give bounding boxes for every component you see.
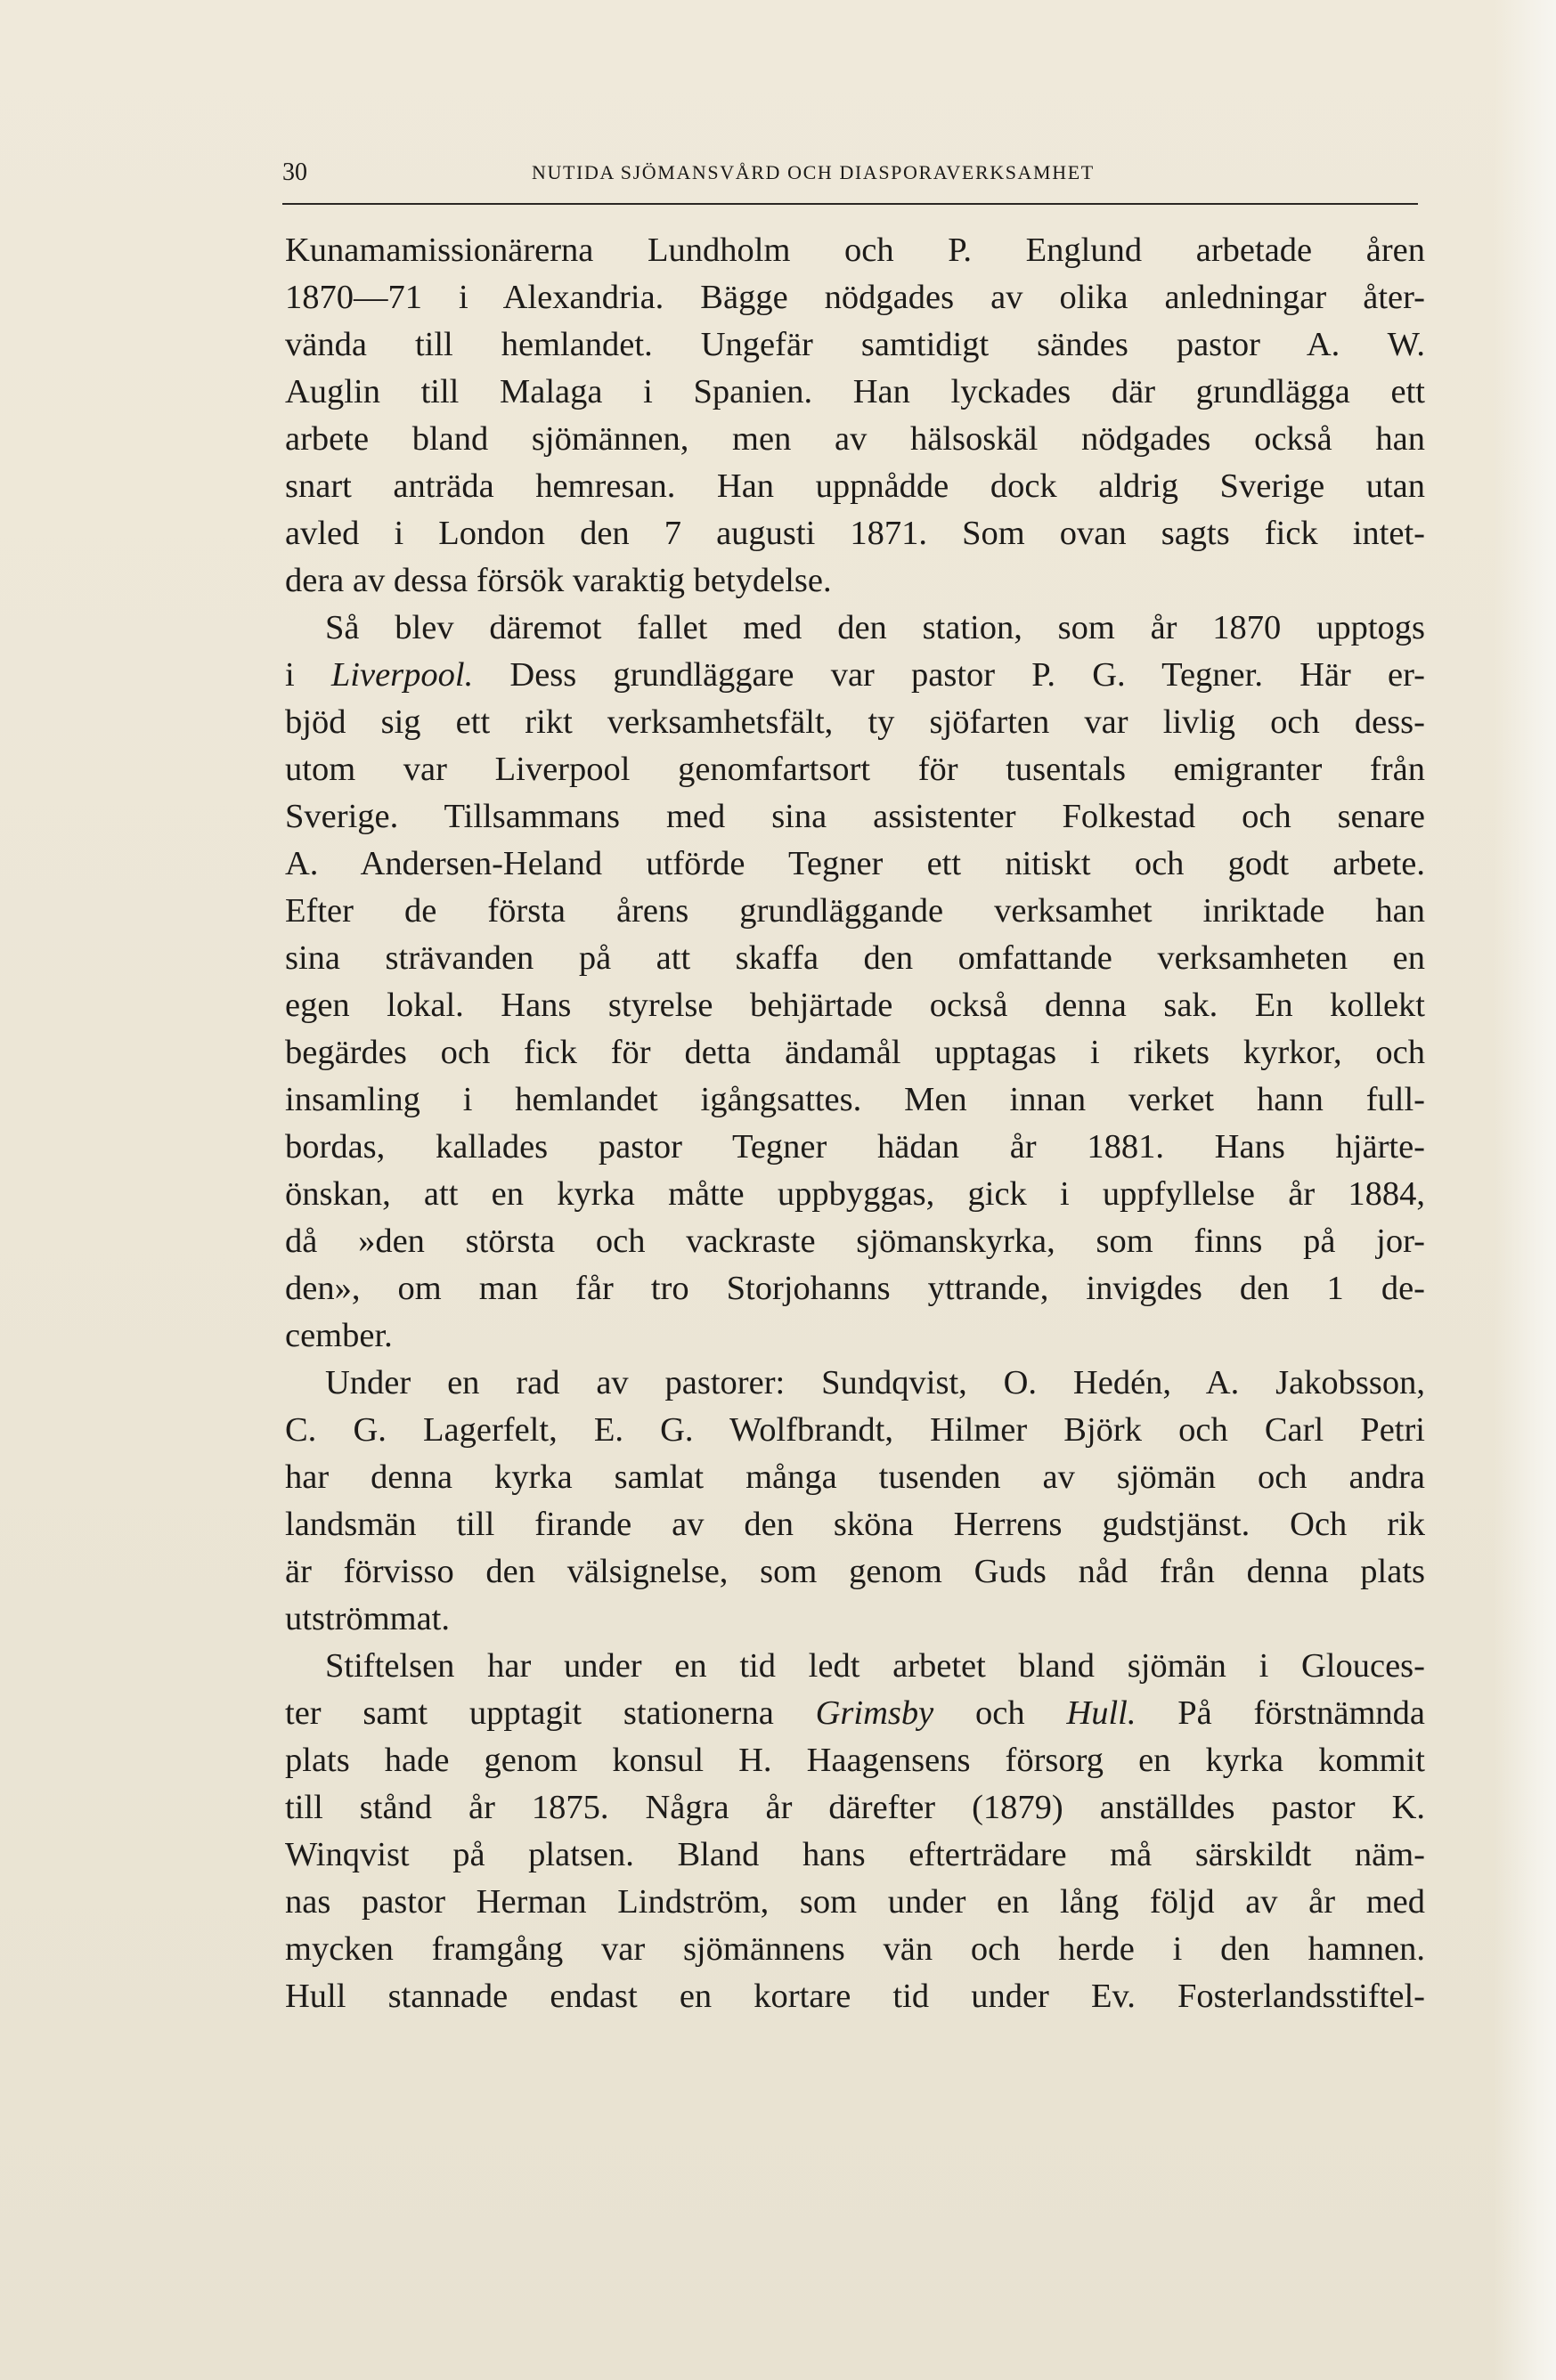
text-line: har denna kyrka samlat många tusenden av sjömän och andra	[285, 1458, 1425, 1496]
text-line: mycken framgång var sjömännens vän och herde i den hamnen.	[285, 1930, 1425, 1968]
text-line: den», om man får tro Storjohanns yttrande, invigdes den 1 de-	[285, 1270, 1425, 1307]
text-line: utom var Liverpool genomfartsort för tusentals emigranter från	[285, 751, 1425, 788]
text-line: Under en rad av pastorer: Sundqvist, O. Hedén, A. Jakobsson,	[325, 1364, 1425, 1401]
paragraph	[285, 1360, 1425, 1643]
text-line: bordas, kallades pastor Tegner hädan år 1881. Hans hjärte-	[285, 1128, 1425, 1166]
text-line: landsmän till firande av den sköna Herrens gudstjänst. Och rik	[285, 1506, 1425, 1543]
text-line: A. Andersen-Heland utförde Tegner ett nitiskt och godt arbete.	[285, 845, 1425, 882]
text-segment: och	[933, 1694, 1067, 1732]
text-line: egen lokal. Hans styrelse behjärtade också denna sak. En kollekt	[285, 987, 1425, 1024]
italic-place-name: Hull.	[1066, 1694, 1136, 1732]
text-line: önskan, att en kyrka måtte uppbyggas, gick i uppfyllelse år 1884,	[285, 1175, 1425, 1213]
italic-place-name: Liverpool.	[330, 656, 474, 694]
paragraph	[285, 227, 1425, 605]
text-line: bjöd sig ett rikt verksamhetsfält, ty sjöfarten var livlig och dess-	[285, 703, 1425, 741]
text-line: nas pastor Herman Lindström, som under en lång följd av år med	[285, 1883, 1425, 1921]
text-line: Auglin till Malaga i Spanien. Han lyckades där grundlägga ett	[285, 373, 1425, 410]
text-line: begärdes och fick för detta ändamål upptagas i rikets kyrkor, och	[285, 1034, 1425, 1071]
text-line: snart anträda hemresan. Han uppnådde dock aldrig Sverige utan	[285, 467, 1425, 505]
text-line: Winqvist på platsen. Bland hans efterträdare må särskildt näm-	[285, 1836, 1425, 1873]
text-segment: i	[285, 656, 331, 694]
text-line: Kunamamissionärerna Lundholm och P. Englund arbetade åren	[285, 232, 1425, 269]
text-line: vända till hemlandet. Ungefär samtidigt sändes pastor A. W.	[285, 326, 1425, 363]
text-segment: ter samt upptagit stationerna	[285, 1694, 816, 1732]
text-line: Hull stannade endast en kortare tid under Ev. Fosterlandsstiftel-	[285, 1978, 1425, 2015]
paragraph	[285, 1643, 1425, 2020]
text-line	[285, 1690, 1425, 1737]
text-line: Efter de första årens grundläggande verksamhet inriktade han	[285, 892, 1425, 930]
text-line: Stiftelsen har under en tid ledt arbetet bland sjömän i Glouces-	[325, 1647, 1425, 1685]
text-line: plats hade genom konsul H. Haagensens försorg en kyrka kommit	[285, 1742, 1425, 1779]
text-line: cember.	[285, 1317, 393, 1354]
running-head: NUTIDA SJÖMANSVÅRD OCH DIASPORAVERKSAMHET	[532, 161, 1095, 183]
text-segment: Dess grundläggare var pastor P. G. Tegner. Här er-	[473, 656, 1425, 694]
text-line: dera av dessa försök varaktig betydelse.	[285, 562, 832, 599]
text-line: C. G. Lagerfelt, E. G. Wolfbrandt, Hilmer Björk och Carl Petri	[285, 1411, 1425, 1449]
text-line: då »den största och vackraste sjömanskyrka, som finns på jor-	[285, 1222, 1425, 1260]
paragraph	[285, 605, 1425, 1360]
text-line: insamling i hemlandet igångsattes. Men innan verket hann full-	[285, 1081, 1425, 1118]
text-line: avled i London den 7 augusti 1871. Som ovan sagts fick intet-	[285, 515, 1425, 552]
page-number: 30	[282, 158, 307, 186]
text-line: 1870—71 i Alexandria. Bägge nödgades av olika anledningar åter-	[285, 279, 1425, 316]
text-line: arbete bland sjömännen, men av hälsoskäl nödgades också han	[285, 420, 1425, 458]
page-header	[282, 158, 1416, 194]
text-line: är förvisso den välsignelse, som genom Guds nåd från denna plats	[285, 1553, 1425, 1590]
text-line: sina strävanden på att skaffa den omfattande verksamheten en	[285, 939, 1425, 977]
text-line	[285, 652, 1425, 699]
text-line: till stånd år 1875. Några år därefter (1879) anställdes pastor K.	[285, 1789, 1425, 1826]
body-text	[285, 227, 1425, 2020]
text-segment: På förstnämnda	[1136, 1694, 1426, 1732]
text-line: Sverige. Tillsammans med sina assistenter Folkestad och senare	[285, 798, 1425, 835]
header-rule	[282, 203, 1418, 205]
text-line: utströmmat.	[285, 1600, 450, 1637]
text-line: Så blev däremot fallet med den station, som år 1870 upptogs	[325, 609, 1425, 646]
italic-place-name: Grimsby	[815, 1694, 934, 1732]
page-edge	[1494, 0, 1556, 2380]
